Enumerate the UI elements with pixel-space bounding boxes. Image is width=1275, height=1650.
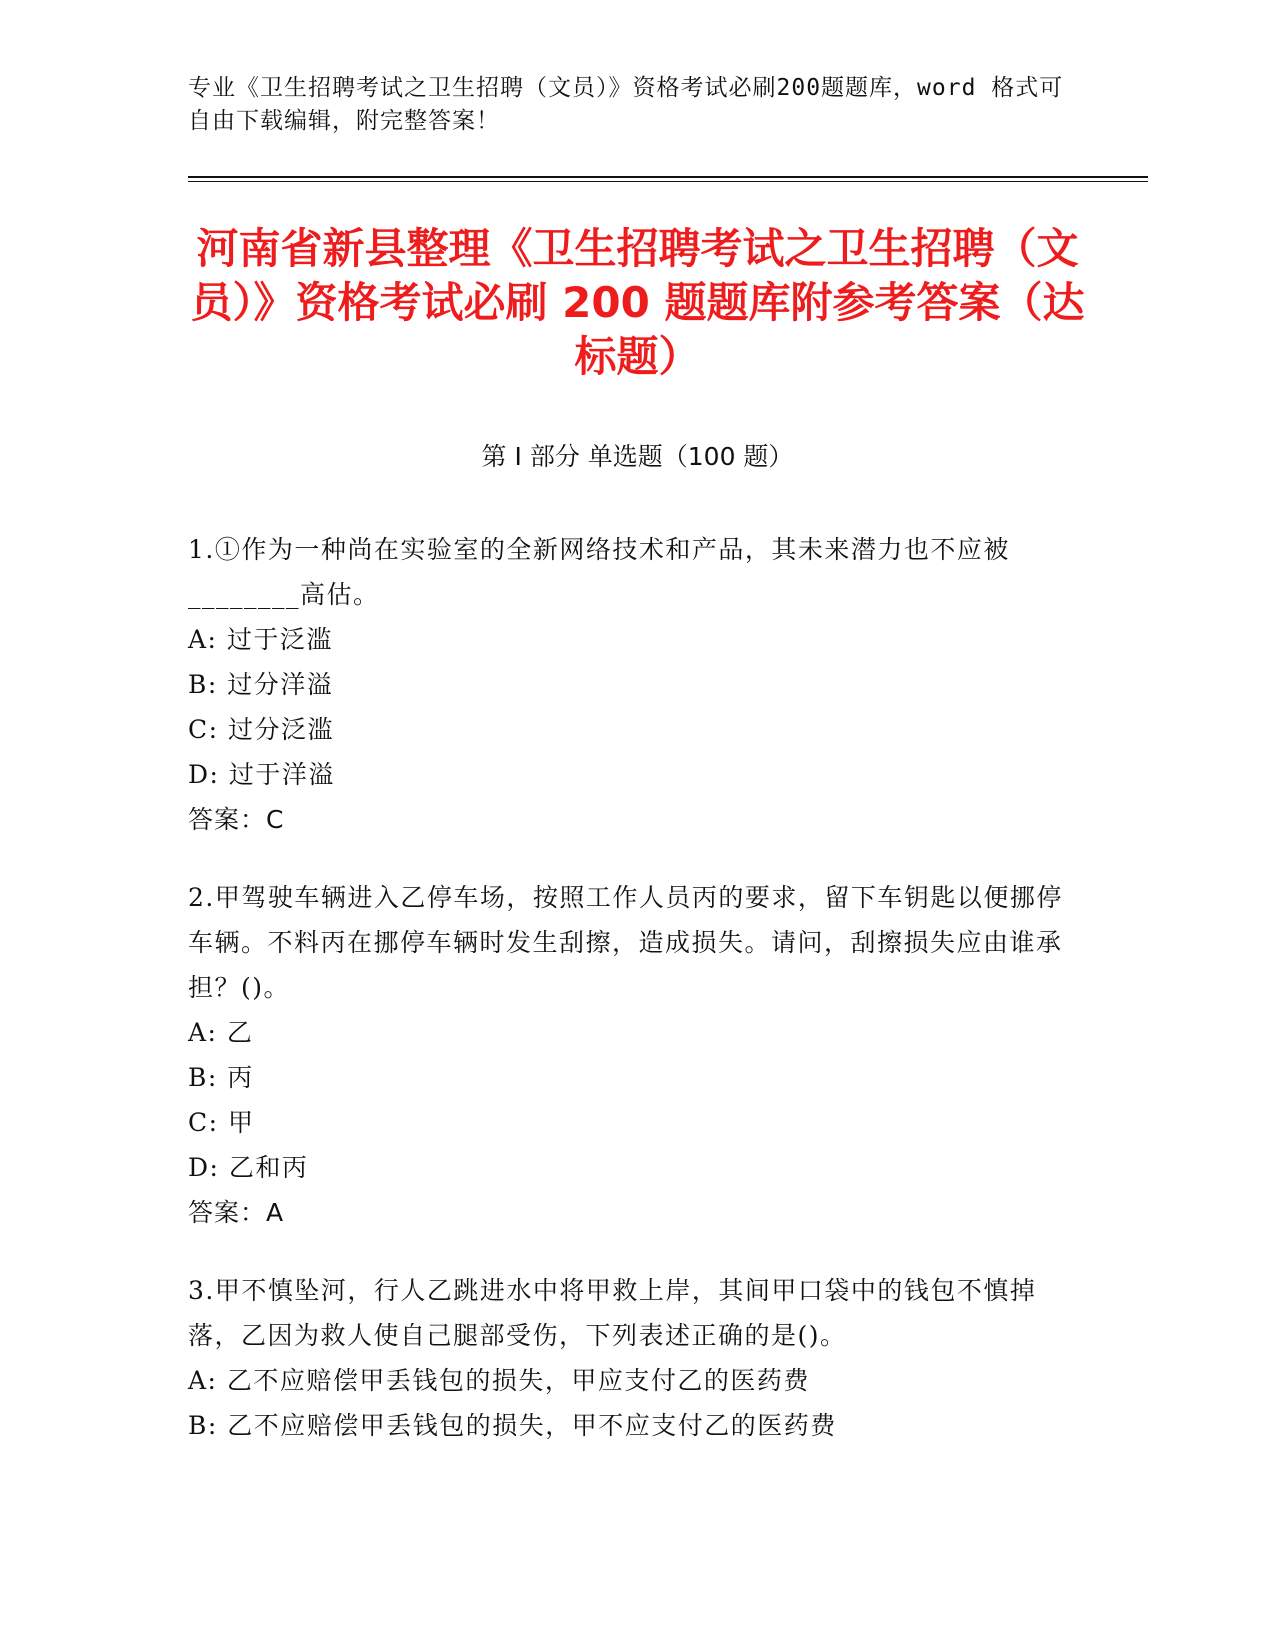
answer: 答案：A — [188, 1198, 285, 1227]
answer: 答案：C — [188, 805, 285, 834]
question-text: 2.甲驾驶车辆进入乙停车场，按照工作人员丙的要求，留下车钥匙以便挪停车辆。不料丙在挪停车辆时发生刮擦，造成损失。请问，刮擦损失应由谁承担？()。 — [188, 883, 1063, 1002]
question-2 — [188, 875, 1068, 1235]
header-rule-thick — [188, 176, 1148, 178]
option-b: B: 乙不应赔偿甲丢钱包的损失，甲不应支付乙的医药费 — [188, 1411, 837, 1440]
question-1 — [188, 527, 1068, 842]
option-a: A: 乙不应赔偿甲丢钱包的损失，甲应支付乙的医药费 — [188, 1366, 810, 1395]
option-a: A: 过于泛滥 — [188, 625, 333, 654]
document-title: 河南省新县整理《卫生招聘考试之卫生招聘（文员）》资格考试必刷 200 题题库附参考答案（达标题） — [190, 224, 1085, 381]
question-text: 3.甲不慎坠河，行人乙跳进水中将甲救上岸，其间甲口袋中的钱包不慎掉落，乙因为救人使自己腿部受伤，下列表述正确的是()。 — [188, 1276, 1037, 1350]
option-c: C: 甲 — [188, 1108, 255, 1137]
section-heading: 第 I 部分 单选题（100 题） — [481, 442, 794, 471]
question-text: 1.①作为一种尚在实验室的全新网络技术和产品，其未来潜力也不应被________高估。 — [188, 535, 1010, 609]
option-c: C: 过分泛滥 — [188, 715, 334, 744]
option-d: D: 乙和丙 — [188, 1153, 309, 1182]
question-list — [188, 527, 1068, 1481]
option-b: B: 过分洋溢 — [188, 670, 334, 699]
question-3 — [188, 1268, 1068, 1448]
option-b: B: 丙 — [188, 1063, 254, 1092]
option-d: D: 过于洋溢 — [188, 760, 335, 789]
header-rule-thin — [188, 181, 1148, 182]
header-note: 专业《卫生招聘考试之卫生招聘（文员）》资格考试必刷200题题库，word 格式可自由下载编辑，附完整答案！ — [188, 75, 1064, 134]
option-a: A: 乙 — [188, 1018, 254, 1047]
